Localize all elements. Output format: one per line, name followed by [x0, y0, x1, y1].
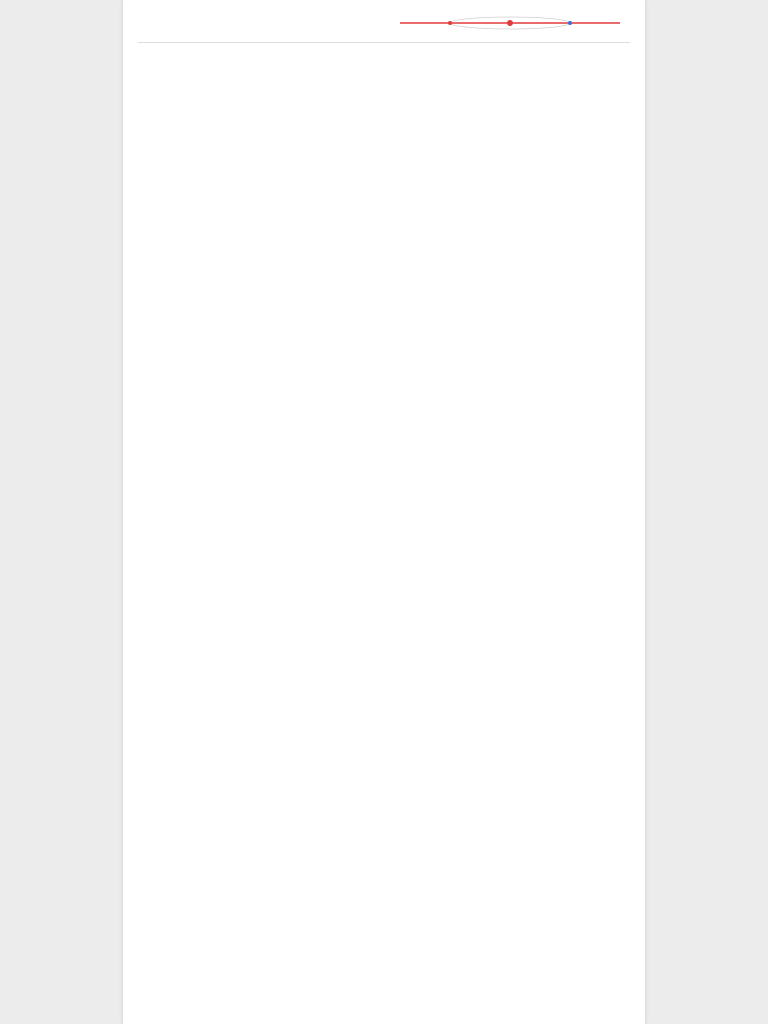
figure-row [138, 9, 630, 39]
document-content [138, 4, 630, 46]
table-header-row [138, 42, 630, 43]
figure-diagram [390, 9, 630, 37]
diagram-node [448, 21, 452, 25]
table-column-header [138, 42, 261, 43]
section-block [138, 6, 630, 7]
document-page [123, 0, 645, 1024]
diagram-svg [390, 9, 630, 37]
diagram-node [507, 20, 513, 26]
table-column-header [507, 42, 630, 43]
table-column-header [261, 42, 384, 43]
table-column-header [384, 42, 507, 43]
diagram-node [568, 21, 572, 25]
data-table [138, 42, 630, 43]
